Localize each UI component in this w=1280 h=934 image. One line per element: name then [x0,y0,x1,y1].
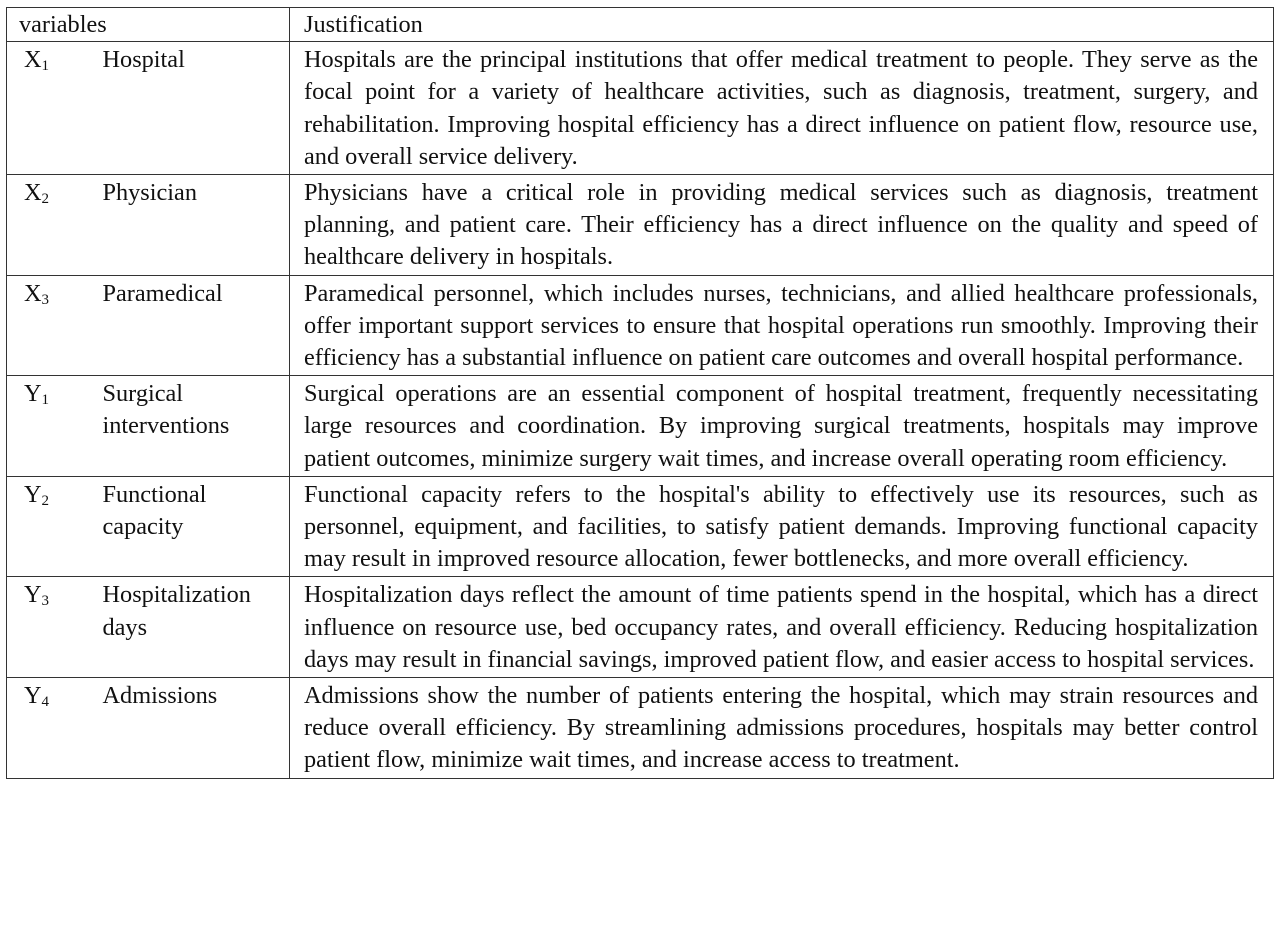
table-row [7,275,1274,376]
variable-symbol [7,678,103,779]
variable-symbol [7,577,103,678]
variable-name: Hospitalization days [103,577,290,678]
table-row [7,376,1274,477]
variable-name: Paramedical [103,275,290,376]
header-justification: Justification [290,8,1274,42]
variable-name: Physician [103,175,290,276]
symbol-subscript: 4 [41,694,50,711]
variables-table [6,7,1274,779]
symbol-subscript: 2 [41,191,50,208]
symbol-letter: Y [24,581,42,609]
variable-symbol [7,275,103,376]
justification-text: Functional capacity refers to the hospital's ability to effectively use its resources, such as personnel, equipment, and facilities, to satisfy patient demands. Improving functional capacity may result in improved resource allocation, fewer bottlenecks, and more overall efficiency. [290,476,1274,577]
symbol-subscript: 2 [41,492,50,509]
justification-text: Paramedical personnel, which includes nurses, technicians, and allied healthcare professionals, offer important support services to ensure that hospital operations run smoothly. Improving their efficiency has a substantial influence on patient care outcomes and overall hospital performance. [290,275,1274,376]
table-row [7,175,1274,276]
table-row [7,678,1274,779]
symbol-subscript: 1 [41,392,50,409]
variable-symbol [7,42,103,175]
variable-symbol [7,476,103,577]
symbol-subscript: 1 [41,58,50,75]
justification-text: Physicians have a critical role in providing medical services such as diagnosis, treatment planning, and patient care. Their efficiency has a direct influence on the quality and speed of healthcare delivery in hospitals. [290,175,1274,276]
symbol-letter: Y [24,480,42,508]
table-row [7,42,1274,175]
symbol-letter: Y [24,380,42,408]
symbol-subscript: 3 [41,291,50,308]
symbol-letter: Y [24,682,42,710]
symbol-letter: X [24,179,42,207]
header-variables: variables [7,8,290,42]
symbol-subscript: 3 [41,593,50,610]
symbol-letter: X [24,279,42,307]
variable-symbol [7,376,103,477]
justification-text: Admissions show the number of patients entering the hospital, which may strain resources and reduce overall efficiency. By streamlining admissions procedures, hospitals may better control patient flow, minimize wait times, and increase access to treatment. [290,678,1274,779]
table-row [7,577,1274,678]
variable-name: Surgical interventions [103,376,290,477]
justification-text: Hospitalization days reflect the amount of time patients spend in the hospital, which has a direct influence on resource use, bed occupancy rates, and overall efficiency. Reducing hospitalization days may result in financial savings, improved patient flow, and easier access to hospital services. [290,577,1274,678]
variable-symbol [7,175,103,276]
variable-name: Hospital [103,42,290,175]
table-row [7,476,1274,577]
table-body [7,42,1274,778]
symbol-letter: X [24,46,42,74]
variable-name: Functional capacity [103,476,290,577]
justification-text: Surgical operations are an essential component of hospital treatment, frequently necessitating large resources and coordination. By improving surgical treatments, hospitals may improve patient outcomes, minimize surgery wait times, and increase overall operating room efficiency. [290,376,1274,477]
variable-name: Admissions [103,678,290,779]
justification-text: Hospitals are the principal institutions that offer medical treatment to people. They serve as the focal point for a variety of healthcare activities, such as diagnosis, treatment, surgery, and rehabilitation. Improving hospital efficiency has a direct influence on patient flow, resource use, and overall service delivery. [290,42,1274,175]
header-row [7,8,1274,42]
